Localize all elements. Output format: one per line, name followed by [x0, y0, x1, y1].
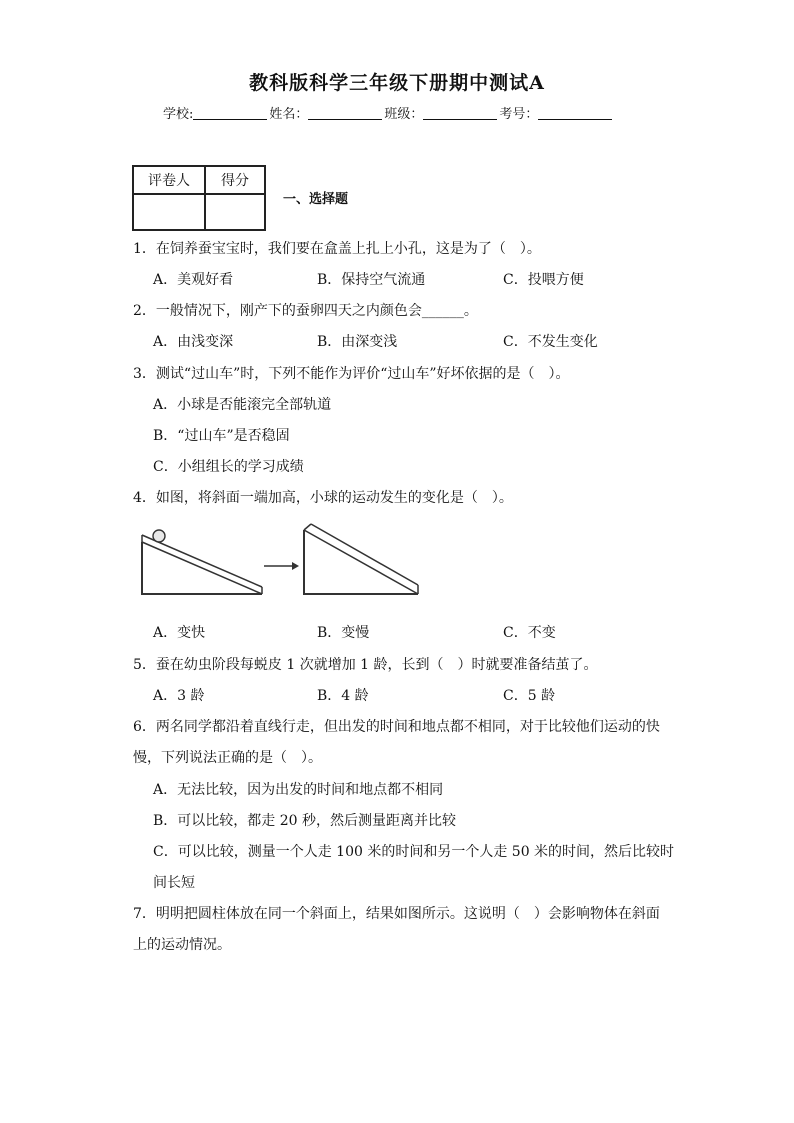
- question-2: 2．一般情况下，刚产下的蚕卵四天之内颜色会______。: [133, 303, 478, 319]
- low-incline: [142, 535, 262, 594]
- q4-option-a: A．变快: [153, 625, 206, 641]
- question-1: 1．在饲养蚕宝宝时，我们要在盒盖上扎上小孔，这是为了（ ）。: [133, 241, 541, 257]
- score-header: 得分: [205, 166, 265, 194]
- ball-icon: [153, 530, 165, 542]
- name-label: 姓名：: [269, 107, 309, 122]
- question-7-line-2: 上的运动情况。: [133, 937, 231, 953]
- question-6-line-2: 慢，下列说法正确的是（ ）。: [133, 750, 322, 766]
- q4-option-b: B．变慢: [317, 625, 370, 641]
- number-label: 考号：: [499, 107, 539, 122]
- q1-option-b: B．保持空气流通: [317, 272, 426, 288]
- grader-cell: [133, 194, 205, 230]
- q5-option-c: C．5 龄: [503, 688, 556, 704]
- q1-option-c: C．投喂方便: [503, 272, 584, 288]
- question-7-line-1: 7．明明把圆柱体放在同一个斜面上，结果如图所示。这说明（ ）会影响物体在斜面: [133, 906, 660, 922]
- q5-option-b: B．4 龄: [317, 688, 369, 704]
- score-table: [132, 165, 266, 231]
- q6-option-b: B．可以比较，都走 20 秒，然后测量距离并比较: [153, 813, 457, 829]
- q6-option-c-line-1: C．可以比较，测量一个人走 100 米的时间和另一个人走 50 米的时间，然后比较时: [153, 844, 675, 860]
- q2-option-c: C．不发生变化: [503, 334, 598, 350]
- q3-option-b: B．“过山车”是否稳固: [153, 428, 290, 444]
- q5-option-a: A．3 龄: [153, 688, 205, 704]
- page-title: 教科版科学三年级下册期中测试A: [249, 72, 545, 94]
- class-blank: [423, 106, 497, 120]
- q3-option-c: C．小组组长的学习成绩: [153, 459, 304, 475]
- school-blank: [193, 106, 267, 120]
- q2-option-b: B．由深变浅: [317, 334, 398, 350]
- q2-option-a: A．由浅变深: [153, 334, 234, 350]
- q4-option-c: C．不变: [503, 625, 556, 641]
- incline-diagram: [136, 522, 426, 600]
- question-4: 4．如图，将斜面一端加高，小球的运动发生的变化是（ ）。: [133, 490, 513, 506]
- name-blank: [308, 106, 382, 120]
- grader-header: 评卷人: [133, 166, 205, 194]
- q1-option-a: A．美观好看: [153, 272, 234, 288]
- question-5: 5．蚕在幼虫阶段每蜕皮 1 次就增加 1 龄，长到（ ）时就要准备结茧了。: [133, 657, 598, 673]
- high-incline: [304, 524, 418, 594]
- q3-option-a: A．小球是否能滚完全部轨道: [153, 397, 332, 413]
- question-3: 3．测试“过山车”时，下列不能作为评价“过山车”好坏依据的是（ ）。: [133, 366, 570, 382]
- question-6-line-1: 6．两名同学都沿着直线行走，但出发的时间和地点都不相同，对于比较他们运动的快: [133, 719, 660, 735]
- score-cell: [205, 194, 265, 230]
- student-info-line: [163, 103, 614, 122]
- section-title: 一、选择题: [283, 192, 349, 207]
- number-blank: [538, 106, 612, 120]
- arrow-icon: [264, 562, 299, 570]
- q6-option-c-line-2: 间长短: [153, 875, 195, 891]
- class-label: 班级：: [384, 107, 424, 122]
- q6-option-a: A．无法比较，因为出发的时间和地点都不相同: [153, 782, 444, 798]
- school-label: 学校:: [163, 107, 194, 122]
